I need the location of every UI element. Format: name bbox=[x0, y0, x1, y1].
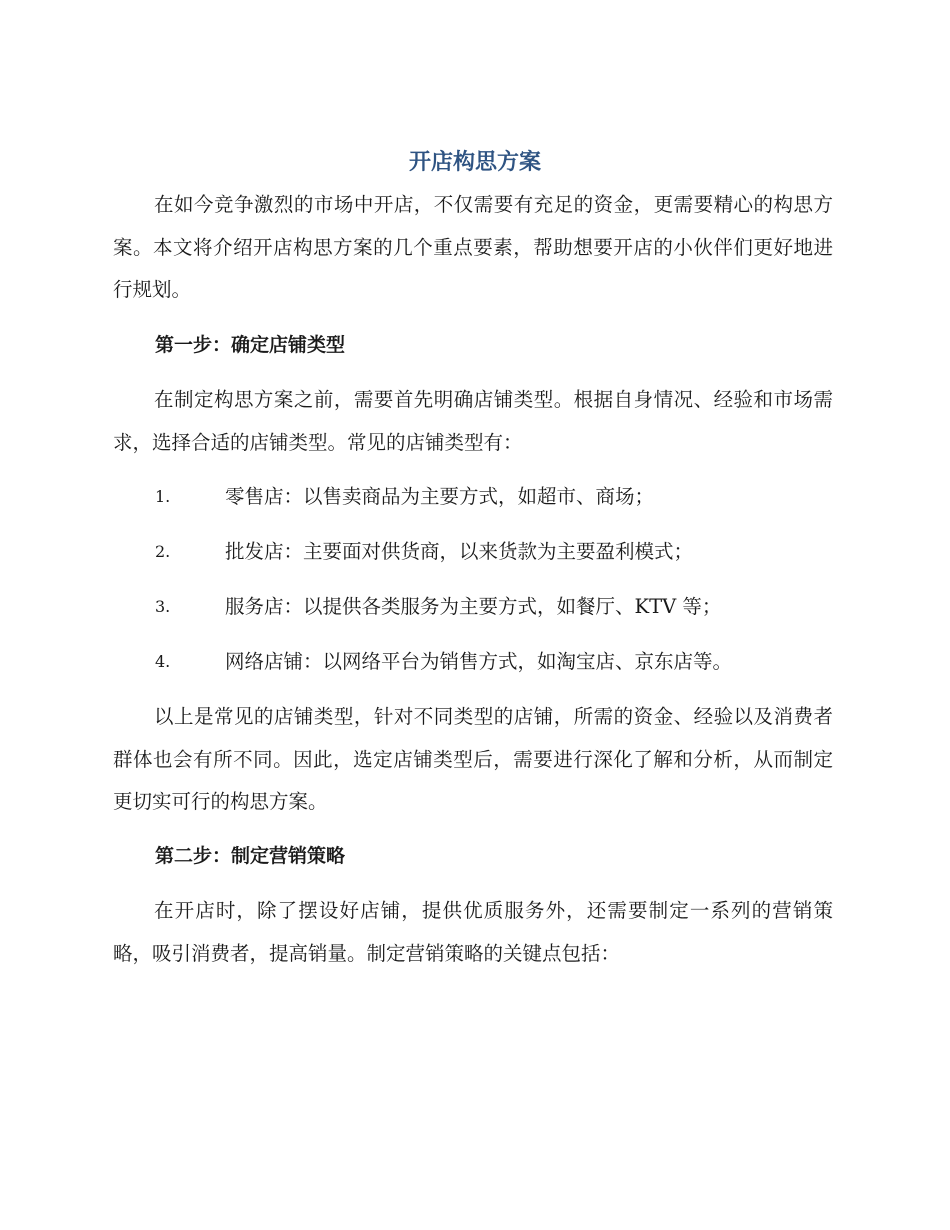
list-item bbox=[155, 592, 835, 622]
list-number: 3. bbox=[155, 597, 171, 616]
list-text: 零售店：以售卖商品为主要方式，如超市、商场； bbox=[225, 485, 655, 508]
list-number: 2. bbox=[155, 542, 171, 561]
list-item bbox=[155, 647, 835, 677]
list-item bbox=[155, 482, 835, 512]
step1-intro-paragraph: 在制定构思方案之前，需要首先明确店铺类型。根据自身情况、经验和市场需求，选择合适的店铺类型。常见的店铺类型有： bbox=[113, 388, 833, 454]
document-title: 开店构思方案 bbox=[408, 150, 541, 175]
step1-conclusion-paragraph: 以上是常见的店铺类型，针对不同类型的店铺，所需的资金、经验以及消费者群体也会有所不同。因此，选定店铺类型后，需要进行深化了解和分析，从而制定更切实可行的构思方案。 bbox=[113, 705, 833, 813]
list-number: 4. bbox=[155, 652, 171, 671]
list-text: 网络店铺：以网络平台为销售方式，如淘宝店、京东店等。 bbox=[225, 650, 733, 673]
step1-heading: 第一步：确定店铺类型 bbox=[155, 334, 346, 356]
list-number: 1. bbox=[155, 487, 171, 506]
list-text: 服务店：以提供各类服务为主要方式，如餐厅、KTV 等； bbox=[225, 595, 722, 618]
step2-intro-paragraph: 在开店时，除了摆设好店铺，提供优质服务外，还需要制定一系列的营销策略，吸引消费者，提高销量。制定营销策略的关键点包括： bbox=[113, 899, 833, 965]
list-item bbox=[155, 537, 835, 567]
intro-paragraph: 在如今竞争激烈的市场中开店，不仅需要有充足的资金，更需要精心的构思方案。本文将介绍开店构思方案的几个重点要素，帮助想要开店的小伙伴们更好地进行规划。 bbox=[113, 193, 833, 301]
list-text: 批发店：主要面对供货商，以来货款为主要盈利模式； bbox=[225, 540, 694, 563]
step2-heading: 第二步：制定营销策略 bbox=[155, 845, 346, 867]
